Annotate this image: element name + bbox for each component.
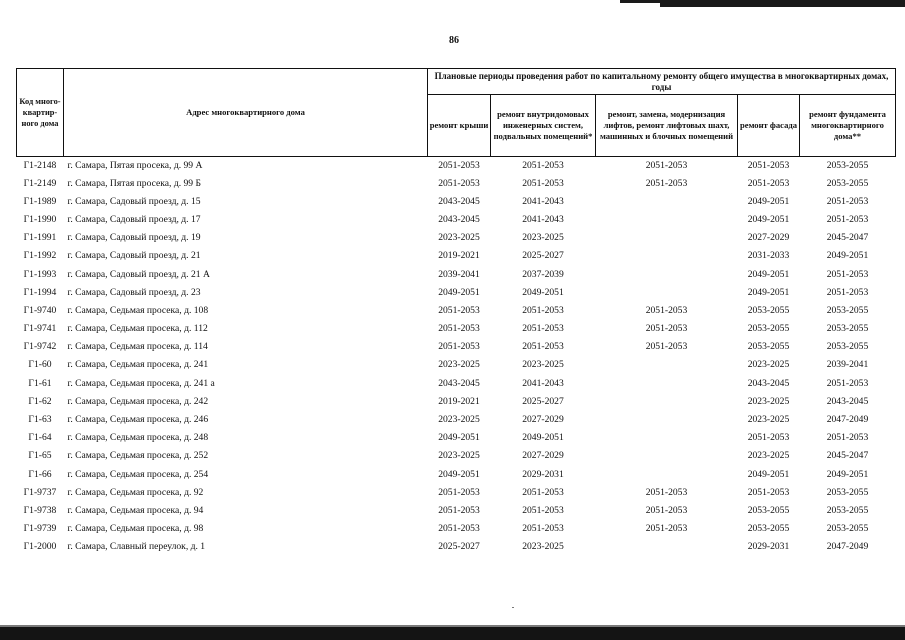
scan-artifact-bottom [0, 627, 905, 640]
cell-facade: 2031-2033 [747, 250, 790, 262]
table-body [17, 157, 896, 556]
cell-roof: 2023-2025 [438, 414, 480, 426]
cell-roof: 2023-2025 [438, 359, 480, 371]
cell-address: г. Самара, Седьмая просека, д. 108 [67, 304, 209, 316]
cell-code: Г1-1989 [23, 195, 57, 207]
cell-foundation: 2043-2045 [826, 395, 869, 407]
cell-address: г. Самара, Пятая просека, д. 99 Б [67, 177, 201, 189]
cell-roof: 2043-2045 [438, 213, 480, 225]
cell-facade: 2053-2055 [747, 504, 790, 516]
cell-code: Г1-9737 [23, 486, 57, 498]
cell-facade: 2053-2055 [747, 323, 790, 335]
cell-roof: 2051-2053 [438, 177, 480, 189]
header-facade: ремонт фасада [738, 95, 800, 157]
cell-address: г. Самара, Седьмая просека, д. 112 [67, 323, 208, 335]
cell-facade: 2053-2055 [747, 523, 790, 535]
cell-internal-systems: 2051-2053 [522, 486, 564, 498]
cell-address: г. Самара, Славный переулок, д. 1 [67, 541, 206, 553]
cell-internal-systems: 2041-2043 [522, 213, 564, 225]
table-row [17, 465, 896, 483]
table-row [17, 157, 896, 175]
cell-roof: 2025-2027 [438, 541, 480, 553]
cell-foundation: 2053-2055 [826, 177, 869, 189]
cell-address: г. Самара, Седьмая просека, д. 92 [67, 486, 204, 498]
cell-code: Г1-60 [28, 359, 52, 371]
table-row [17, 301, 896, 319]
cell-roof: 2051-2053 [438, 341, 480, 353]
cell-facade: 2051-2053 [747, 486, 790, 498]
cell-internal-systems: 2051-2053 [522, 160, 564, 171]
cell-facade: 2023-2025 [747, 359, 790, 371]
cell-elevators: 2051-2053 [645, 504, 688, 516]
header-periods-group: Плановые периоды проведения работ по капитальному ремонту общего имущества в многоквартирных домах, годы [428, 69, 896, 95]
cell-internal-systems: 2023-2025 [522, 359, 564, 371]
cell-code: Г1-9738 [23, 504, 57, 516]
cell-roof: 2019-2021 [438, 395, 480, 407]
cell-internal-systems: 2051-2053 [522, 304, 564, 316]
cell-code: Г1-9740 [23, 304, 57, 316]
table-row [17, 229, 896, 247]
header-elevators: ремонт, замена, модернизация лифтов, ремонт лифтовых шахт, машинных и блочных помещений [596, 95, 738, 157]
cell-address: г. Самара, Седьмая просека, д. 242 [67, 395, 209, 407]
cell-code: Г1-1991 [23, 232, 57, 244]
cell-roof: 2051-2053 [438, 323, 480, 335]
cell-facade: 2023-2025 [747, 450, 790, 462]
cell-elevators: 2051-2053 [645, 304, 688, 316]
cell-roof: 2023-2025 [438, 450, 480, 462]
cell-code: Г1-61 [28, 377, 52, 389]
cell-internal-systems: 2051-2053 [522, 523, 564, 535]
cell-internal-systems: 2025-2027 [522, 395, 564, 407]
cell-roof: 2049-2051 [438, 468, 480, 480]
cell-roof: 2051-2053 [438, 523, 480, 535]
cell-address: г. Самара, Седьмая просека, д. 114 [67, 341, 208, 353]
table-row [17, 520, 896, 538]
cell-foundation: 2053-2055 [826, 523, 869, 535]
cell-address: г. Самара, Садовый проезд, д. 21 [67, 250, 201, 262]
cell-internal-systems: 2051-2053 [522, 504, 564, 516]
cell-internal-systems: 2041-2043 [522, 195, 564, 207]
cell-address: г. Самара, Пятая просека, д. 99 А [67, 160, 203, 171]
cell-foundation: 2051-2053 [826, 213, 869, 225]
cell-address: г. Самара, Садовый проезд, д. 21 А [67, 268, 210, 280]
cell-foundation: 2039-2041 [826, 359, 869, 371]
cell-roof: 2051-2053 [438, 304, 480, 316]
cell-foundation: 2053-2055 [826, 323, 869, 335]
cell-foundation: 2053-2055 [826, 160, 869, 171]
cell-elevators [596, 265, 738, 283]
cell-internal-systems: 2049-2051 [522, 432, 564, 444]
cell-roof: 2051-2053 [438, 486, 480, 498]
cell-internal-systems: 2025-2027 [522, 250, 564, 262]
cell-facade: 2049-2051 [747, 468, 790, 480]
header-code: Код много-квартир-ного дома [17, 69, 64, 157]
cell-facade: 2051-2053 [747, 432, 790, 444]
cell-elevators [596, 356, 738, 374]
cell-elevators [596, 374, 738, 392]
cell-code: Г1-65 [28, 450, 52, 462]
cell-address: г. Самара, Седьмая просека, д. 241 а [67, 377, 215, 389]
cell-foundation: 2049-2051 [826, 250, 869, 262]
cell-code: Г1-1994 [23, 286, 57, 298]
cell-address: г. Самара, Садовый проезд, д. 19 [67, 232, 201, 244]
cell-facade: 2053-2055 [747, 341, 790, 353]
cell-elevators [596, 247, 738, 265]
cell-internal-systems: 2023-2025 [522, 232, 564, 244]
cell-code: Г1-1990 [23, 213, 57, 225]
cell-code: Г1-9739 [23, 523, 57, 535]
table-row [17, 538, 896, 556]
cell-facade: 2051-2053 [747, 177, 790, 189]
cell-foundation: 2047-2049 [826, 541, 869, 553]
cell-foundation: 2051-2053 [826, 268, 869, 280]
cell-code: Г1-1992 [23, 250, 57, 262]
cell-internal-systems: 2037-2039 [522, 268, 564, 280]
cell-roof: 2023-2025 [438, 232, 480, 244]
cell-elevators [596, 429, 738, 447]
cell-elevators [596, 392, 738, 410]
cell-address: г. Самара, Садовый проезд, д. 23 [67, 286, 201, 298]
cell-elevators: 2051-2053 [645, 177, 688, 189]
cell-code: Г1-2000 [23, 541, 57, 553]
table-row [17, 447, 896, 465]
cell-elevators [596, 465, 738, 483]
capital-repair-table [16, 68, 896, 556]
table-row [17, 265, 896, 283]
cell-foundation: 2051-2053 [826, 286, 869, 298]
table-row [17, 192, 896, 210]
cell-address: г. Самара, Седьмая просека, д. 254 [67, 468, 209, 480]
cell-roof: 2051-2053 [438, 504, 480, 516]
cell-facade: 2023-2025 [747, 414, 790, 426]
cell-facade: 2049-2051 [747, 268, 790, 280]
cell-foundation: 2053-2055 [826, 341, 869, 353]
cell-roof: 2043-2045 [438, 377, 480, 389]
cell-internal-systems: 2023-2025 [522, 541, 564, 553]
header-internal-systems: ремонт внутридомовых инженерных систем, подвальных помещений* [491, 95, 596, 157]
scan-speck [512, 607, 514, 608]
cell-internal-systems: 2049-2051 [522, 286, 564, 298]
cell-foundation: 2051-2053 [826, 195, 869, 207]
cell-elevators: 2051-2053 [645, 341, 688, 353]
cell-roof: 2019-2021 [438, 250, 480, 262]
cell-roof: 2043-2045 [438, 195, 480, 207]
cell-code: Г1-62 [28, 395, 52, 407]
cell-foundation: 2047-2049 [826, 414, 869, 426]
cell-internal-systems: 2051-2053 [522, 323, 564, 335]
table-row [17, 483, 896, 501]
cell-code: Г1-63 [28, 414, 52, 426]
cell-foundation: 2045-2047 [826, 232, 869, 244]
cell-internal-systems: 2051-2053 [522, 177, 564, 189]
cell-elevators: 2051-2053 [645, 323, 688, 335]
cell-code: Г1-2148 [23, 160, 57, 171]
cell-facade: 2029-2031 [747, 541, 790, 553]
scan-artifact-top [660, 0, 905, 7]
table-row [17, 410, 896, 428]
cell-roof: 2049-2051 [438, 286, 480, 298]
cell-facade: 2051-2053 [747, 160, 790, 171]
header-foundation: ремонт фундамента многоквартирного дома** [800, 95, 896, 157]
table-row [17, 501, 896, 519]
cell-address: г. Самара, Седьмая просека, д. 252 [67, 450, 209, 462]
table-row [17, 210, 896, 228]
cell-facade: 2053-2055 [747, 304, 790, 316]
cell-elevators [596, 538, 738, 556]
cell-foundation: 2045-2047 [826, 450, 869, 462]
cell-internal-systems: 2041-2043 [522, 377, 564, 389]
cell-code: Г1-9741 [23, 323, 57, 335]
table-row [17, 320, 896, 338]
cell-roof: 2051-2053 [438, 160, 480, 171]
cell-facade: 2023-2025 [747, 395, 790, 407]
cell-address: г. Самара, Седьмая просека, д. 98 [67, 523, 204, 535]
cell-roof: 2039-2041 [438, 268, 480, 280]
table-row [17, 429, 896, 447]
cell-roof: 2049-2051 [438, 432, 480, 444]
cell-foundation: 2049-2051 [826, 468, 869, 480]
table-row [17, 356, 896, 374]
page-number: 86 [449, 35, 459, 46]
cell-elevators [596, 210, 738, 228]
cell-elevators [596, 283, 738, 301]
cell-internal-systems: 2027-2029 [522, 414, 564, 426]
cell-foundation: 2053-2055 [826, 504, 869, 516]
cell-facade: 2027-2029 [747, 232, 790, 244]
cell-facade: 2049-2051 [747, 286, 790, 298]
cell-foundation: 2051-2053 [826, 377, 869, 389]
table-row [17, 283, 896, 301]
cell-elevators [596, 192, 738, 210]
cell-address: г. Самара, Садовый проезд, д. 17 [67, 213, 201, 225]
cell-code: Г1-9742 [23, 341, 57, 353]
cell-elevators: 2051-2053 [645, 523, 688, 535]
cell-address: г. Самара, Садовый проезд, д. 15 [67, 195, 201, 207]
cell-foundation: 2053-2055 [826, 486, 869, 498]
cell-internal-systems: 2051-2053 [522, 341, 564, 353]
table-row [17, 338, 896, 356]
table-row [17, 247, 896, 265]
header-roof: ремонт крыши [428, 95, 491, 157]
cell-facade: 2049-2051 [747, 195, 790, 207]
table-row [17, 374, 896, 392]
cell-address: г. Самара, Седьмая просека, д. 94 [67, 504, 204, 516]
cell-code: Г1-66 [28, 468, 52, 480]
cell-code: Г1-2149 [23, 177, 57, 189]
cell-foundation: 2053-2055 [826, 304, 869, 316]
cell-address: г. Самара, Седьмая просека, д. 246 [67, 414, 209, 426]
cell-address: г. Самара, Седьмая просека, д. 241 [67, 359, 209, 371]
cell-elevators: 2051-2053 [645, 486, 688, 498]
cell-code: Г1-64 [28, 432, 52, 444]
cell-foundation: 2051-2053 [826, 432, 869, 444]
cell-internal-systems: 2029-2031 [522, 468, 564, 480]
table-row [17, 174, 896, 192]
table-row [17, 392, 896, 410]
cell-facade: 2043-2045 [747, 377, 790, 389]
cell-elevators [596, 229, 738, 247]
cell-internal-systems: 2027-2029 [522, 450, 564, 462]
cell-elevators [596, 410, 738, 428]
header-address: Адрес многоквартирного дома [64, 69, 428, 157]
cell-address: г. Самара, Седьмая просека, д. 248 [67, 432, 209, 444]
cell-facade: 2049-2051 [747, 213, 790, 225]
cell-elevators [596, 447, 738, 465]
cell-code: Г1-1993 [23, 268, 57, 280]
cell-elevators: 2051-2053 [645, 160, 688, 171]
